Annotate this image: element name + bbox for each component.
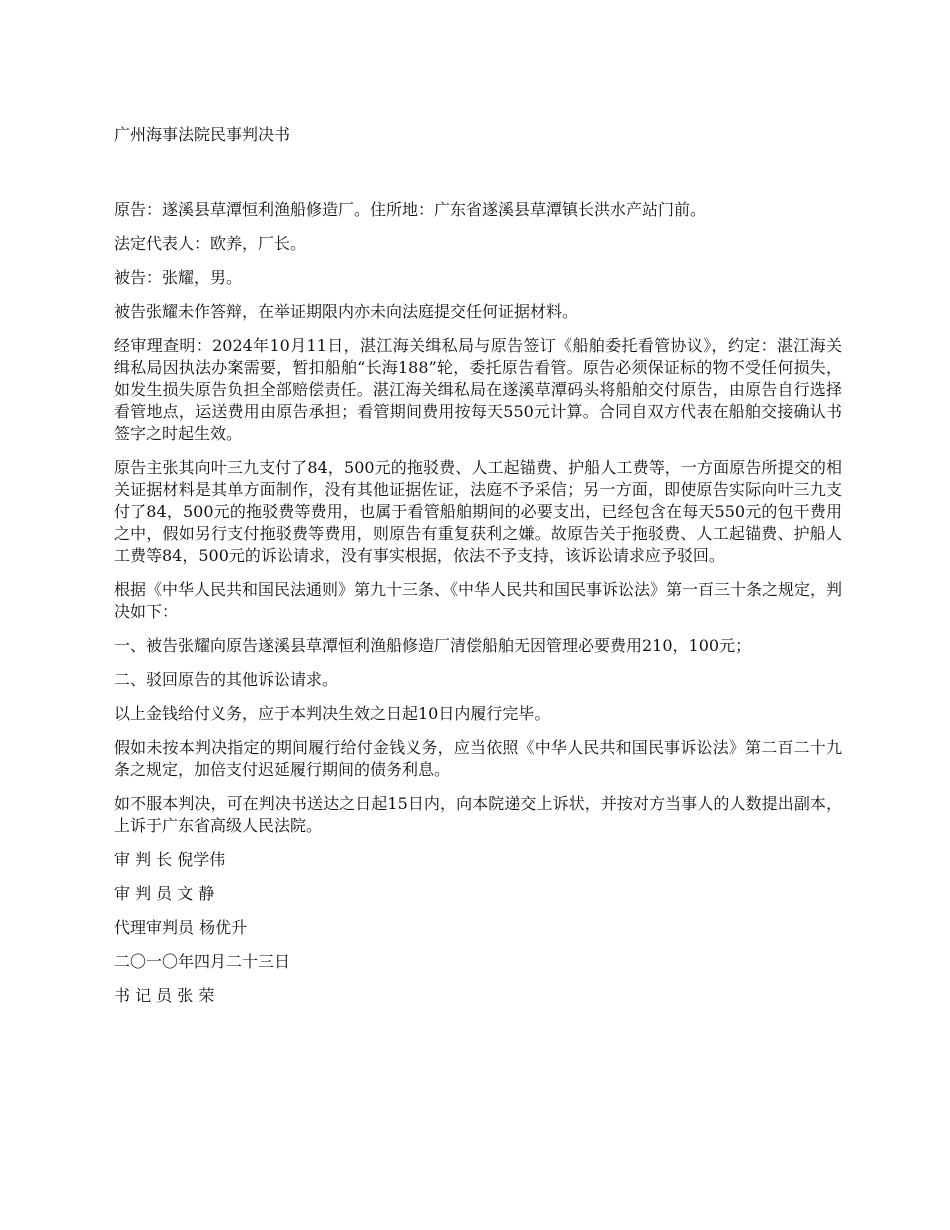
payment-deadline: 以上金钱给付义务，应于本判决生效之日起10日内履行完毕。 bbox=[114, 704, 551, 723]
judge: 审 判 员 文 静 bbox=[114, 884, 215, 903]
ruling-item-2: 二、驳回原告的其他诉讼请求。 bbox=[114, 670, 339, 689]
defendant-no-defense: 被告张耀未作答辩，在举证期限内亦未向法庭提交任何证据材料。 bbox=[114, 302, 579, 321]
facts-found: 经审理查明：2024年10月11日，湛江海关缉私局与原告签订《船舶委托看管协议》，约定：湛江海关缉私局因执法办案需要，暂扣船舶“长海188”轮，委托原告看管。原告必须保证标的物不受任何损失，如发生损失原告负担全部赔偿责任。湛江海关缉私局在遂溪草潭码头将船舶交付原告，由原告自行选择看管地点，运送费用由原告承担；看管期间费用按每天550元计算。合同自双方代表在船舶交接确认书签字之时起生效。 bbox=[114, 336, 842, 443]
presiding-judge: 审 判 长 倪学伟 bbox=[114, 850, 226, 869]
legal-representative: 法定代表人：欧养，厂长。 bbox=[114, 234, 307, 253]
plaintiff-info: 原告：遂溪县草潭恒利渔船修造厂。住所地：广东省遂溪县草潭镇长洪水产站门前。 bbox=[114, 200, 707, 219]
court-clerk: 书 记 员 张 荣 bbox=[114, 986, 215, 1005]
document-title: 广州海事法院民事判决书 bbox=[114, 125, 291, 144]
judgment-document bbox=[114, 124, 842, 1019]
defendant-info: 被告：张耀，男。 bbox=[114, 268, 243, 287]
ruling-item-1: 一、被告张耀向原告遂溪县草潭恒利渔船修造厂清偿船舶无因管理必要费用210，100元； bbox=[114, 636, 752, 655]
acting-judge: 代理审判员 杨优升 bbox=[114, 918, 248, 937]
late-payment-interest: 假如未按本判决指定的期间履行给付金钱义务，应当依照《中华人民共和国民事诉讼法》第二百二十九条之规定，加倍支付迟延履行期间的债务利息。 bbox=[114, 738, 842, 779]
appeal-notice: 如不服本判决，可在判决书送达之日起15日内，向本院递交上诉状，并按对方当事人的人数提出副本，上诉于广东省高级人民法院。 bbox=[114, 794, 842, 835]
judgment-date: 二〇一〇年四月二十三日 bbox=[114, 952, 291, 971]
court-reasoning: 原告主张其向叶三九支付了84，500元的拖驳费、人工起锚费、护船人工费等，一方面原告所提交的相关证据材料是其单方面制作，没有其他证据佐证，法庭不予采信；另一方面，即使原告实际向叶三九支付了84，500元的拖驳费等费用，也属于看管船舶期间的必要支出，已经包含在每天550元的包干费用之中，假如另行支付拖驳费等费用，则原告有重复获利之嫌。故原告关于拖驳费、人工起锚费、护船人工费等84，500元的诉讼请求，没有事实根据，依法不予支持，该诉讼请求应予驳回。 bbox=[114, 458, 842, 565]
legal-basis: 根据《中华人民共和国民法通则》第九十三条、《中华人民共和国民事诉讼法》第一百三十条之规定，判决如下： bbox=[114, 580, 843, 621]
